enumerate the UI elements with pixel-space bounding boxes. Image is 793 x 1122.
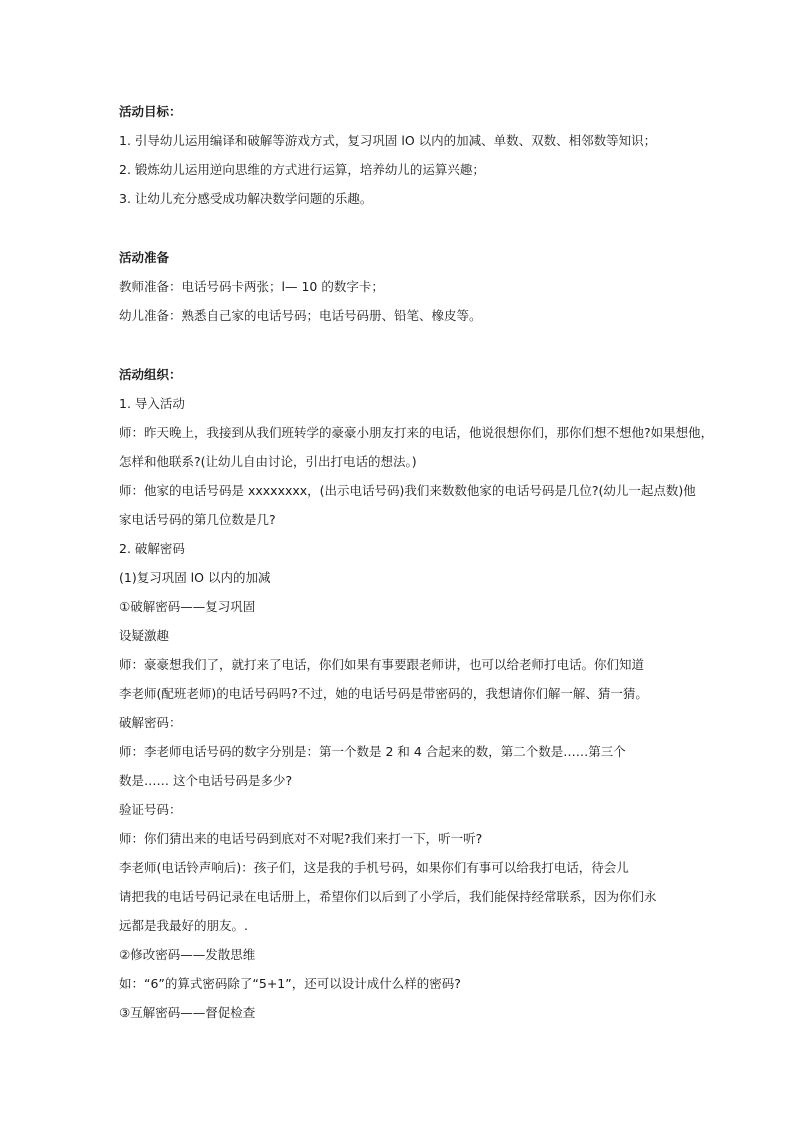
organization-line-16: 师：你们猜出来的电话号码到底对不对呢?我们来打一下，听一听?	[119, 831, 483, 846]
preparation-item-teacher: 教师准备：电话号码卡两张；l— 10 的数字卡；	[119, 279, 384, 294]
goal-item-1: 1. 引导幼儿运用编译和破解等游戏方式，复习巩固 lO 以内的加减、单数、双数、相邻数等知识；	[119, 133, 657, 148]
organization-line-8: ①破解密码——复习巩固	[119, 599, 256, 614]
organization-line-2: 师：昨天晚上，我接到从我们班转学的豪豪小朋友打来的电话，他说很想你们，那你们想不想他?如果想他，	[119, 425, 714, 440]
organization-line-22: ③互解密码——督促检查	[119, 1005, 256, 1020]
organization-line-21: 如：“6”的算式密码除了“5+1”，还可以设计成什么样的密码?	[119, 976, 461, 991]
organization-line-17: 李老师(电话铃声响后)：孩子们，这是我的手机号码，如果你们有事可以给我打电话，待会儿	[119, 860, 629, 875]
organization-line-19: 远都是我最好的朋友。.	[119, 918, 248, 933]
organization-line-7: (1)复习巩固 lO 以内的加减	[119, 570, 271, 585]
organization-line-13: 师：李老师电话号码的数字分别是：第一个数是 2 和 4 合起来的数，第二个数是……第三个	[119, 744, 626, 759]
organization-line-4: 师：他家的电话号码是 xxxxxxxx，(出示电话号码)我们来数数他家的电话号码是几位?(幼儿一起点数)他	[119, 483, 696, 498]
preparation-heading: 活动准备	[119, 250, 170, 265]
organization-line-18: 请把我的电话号码记录在电话册上，希望你们以后到了小学后，我们能保持经常联系，因为你们永	[119, 889, 657, 904]
organization-line-10: 师：豪豪想我们了，就打来了电话，你们如果有事要跟老师讲，也可以给老师打电话。你们知道	[119, 657, 645, 672]
organization-line-12: 破解密码：	[119, 715, 182, 730]
organization-line-14: 数是…… 这个电话号码是多少?	[119, 773, 293, 788]
goals-heading: 活动目标：	[119, 104, 182, 119]
organization-line-11: 李老师(配班老师)的电话号码吗?不过，她的电话号码是带密码的，我想请你们解一解、猜一猜。	[119, 686, 648, 701]
organization-line-3: 怎样和他联系?(让幼儿自由讨论，引出打电话的想法。)	[119, 454, 417, 469]
organization-heading: 活动组织：	[119, 367, 182, 382]
organization-line-15: 验证号码：	[119, 802, 182, 817]
organization-line-20: ②修改密码——发散思维	[119, 947, 256, 962]
organization-line-5: 家电话号码的第几位数是几?	[119, 512, 276, 527]
organization-line-6: 2. 破解密码	[119, 541, 185, 556]
goal-item-2: 2. 锻炼幼儿运用逆向思维的方式进行运算，培养幼儿的运算兴趣；	[119, 162, 485, 177]
goal-item-3: 3. 让幼儿充分感受成功解决数学问题的乐趣。	[119, 191, 373, 206]
preparation-item-child: 幼儿准备：熟悉自己家的电话号码；电话号码册、铅笔、橡皮等。	[119, 308, 482, 323]
organization-line-9: 设疑激趣	[119, 628, 170, 643]
organization-line-1: 1. 导入活动	[119, 396, 185, 411]
